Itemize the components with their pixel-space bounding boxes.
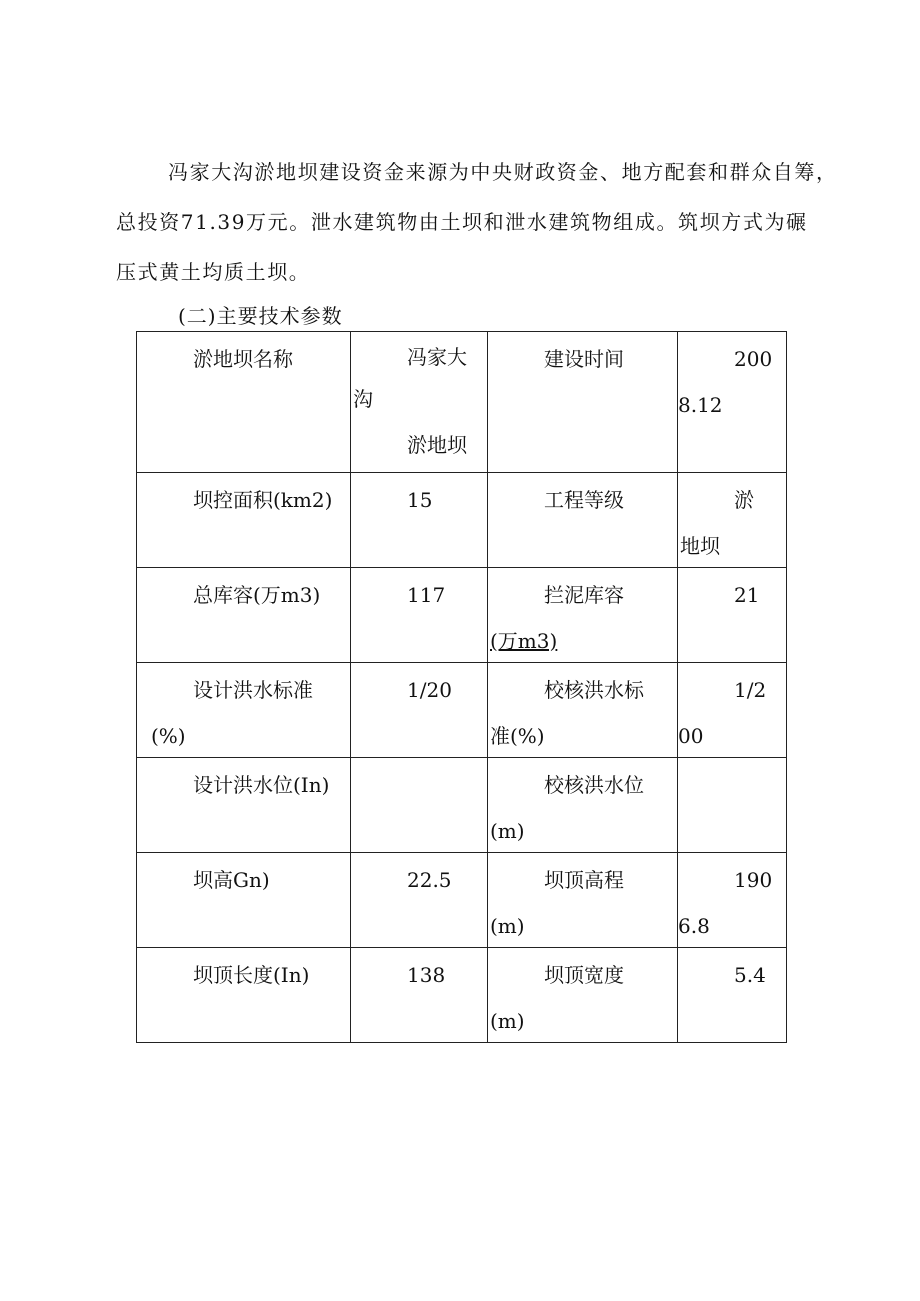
- table-cell: [351, 948, 488, 1043]
- table-cell: [678, 948, 787, 1043]
- technical-parameters-table: [136, 331, 787, 1043]
- cell-value-line: 8.12: [678, 393, 723, 417]
- intro-line-3: 压式黄土均质土坝。: [116, 260, 311, 284]
- cell-label-line: 准(%): [490, 724, 545, 748]
- cell-label-line: 坝顶高程: [544, 868, 624, 892]
- table-cell: [678, 473, 787, 568]
- cell-label-line: 设计洪水标准: [193, 678, 313, 702]
- table-cell: [488, 568, 678, 663]
- cell-label: 坝顶长度(In): [193, 963, 310, 987]
- cell-label: 建设时间: [544, 347, 624, 371]
- cell-label: 工程等级: [544, 488, 624, 512]
- table-row: [137, 568, 787, 663]
- cell-label-line: (m): [490, 914, 525, 938]
- table-cell: [137, 473, 351, 568]
- table-cell: [137, 758, 351, 853]
- table-cell: [351, 853, 488, 948]
- intro-paragraph: [116, 147, 838, 297]
- cell-value-line: 沟: [353, 387, 373, 411]
- table-cell: [678, 758, 787, 853]
- cell-label-line: (m): [490, 1009, 525, 1033]
- table-cell: [488, 758, 678, 853]
- cell-label: 坝高Gn): [193, 868, 270, 892]
- cell-label-line: (%): [151, 724, 186, 748]
- cell-value-line: 00: [678, 724, 704, 748]
- cell-label-line: 拦泥库容: [544, 583, 624, 607]
- table-cell: [137, 663, 351, 758]
- table-row: [137, 473, 787, 568]
- cell-value-line: 淤: [734, 488, 754, 512]
- cell-label-line: (万m3): [490, 629, 558, 653]
- table-cell: [351, 332, 488, 473]
- table-cell: [678, 663, 787, 758]
- cell-value: 138: [407, 963, 446, 987]
- cell-value: 22.5: [407, 868, 452, 892]
- cell-value: 1/20: [407, 678, 452, 702]
- cell-label: 坝控面积(km2): [193, 488, 333, 512]
- table-cell: [351, 758, 488, 853]
- cell-label: 总库容(万m3): [193, 583, 321, 607]
- cell-value-line: 6.8: [678, 914, 710, 938]
- table-cell: [488, 473, 678, 568]
- table-row: [137, 332, 787, 473]
- cell-value: 5.4: [734, 963, 766, 987]
- cell-label: 设计洪水位(In): [193, 773, 330, 797]
- table-cell: [488, 332, 678, 473]
- cell-value-line: 1/2: [734, 678, 767, 702]
- table-row: [137, 758, 787, 853]
- table-row: [137, 853, 787, 948]
- table-cell: [351, 473, 488, 568]
- table-cell: [488, 853, 678, 948]
- cell-label-line: 校核洪水标: [544, 678, 644, 702]
- table-cell: [678, 853, 787, 948]
- table-cell: [488, 663, 678, 758]
- table-cell: [137, 853, 351, 948]
- cell-label: 淤地坝名称: [193, 347, 293, 371]
- cell-value: 15: [407, 488, 433, 512]
- table-cell: [351, 663, 488, 758]
- intro-line-2: 总投资71.39万元。泄水建筑物由土坝和泄水建筑物组成。筑坝方式为碾: [116, 210, 808, 234]
- cell-label-line: 校核洪水位: [544, 773, 644, 797]
- cell-label-line: (m): [490, 819, 525, 843]
- intro-line-1: 冯家大沟淤地坝建设资金来源为中央财政资金、地方配套和群众自筹，: [168, 160, 838, 184]
- table-row: [137, 948, 787, 1043]
- cell-label-line: 坝顶宽度: [544, 963, 624, 987]
- cell-value-line: 200: [734, 347, 773, 371]
- table-cell: [137, 948, 351, 1043]
- cell-value-line: 淤地坝: [407, 433, 467, 457]
- cell-value: 117: [407, 583, 446, 607]
- cell-value-line: 地坝: [680, 534, 720, 558]
- table-row: [137, 663, 787, 758]
- table-cell: [678, 332, 787, 473]
- table-cell: [351, 568, 488, 663]
- section-title: (二)主要技术参数: [178, 304, 343, 328]
- cell-value-line: 冯家大: [407, 345, 467, 369]
- table-cell: [137, 332, 351, 473]
- table-cell: [678, 568, 787, 663]
- cell-value: 21: [734, 583, 760, 607]
- cell-value-line: 190: [734, 868, 773, 892]
- table-cell: [488, 948, 678, 1043]
- table-cell: [137, 568, 351, 663]
